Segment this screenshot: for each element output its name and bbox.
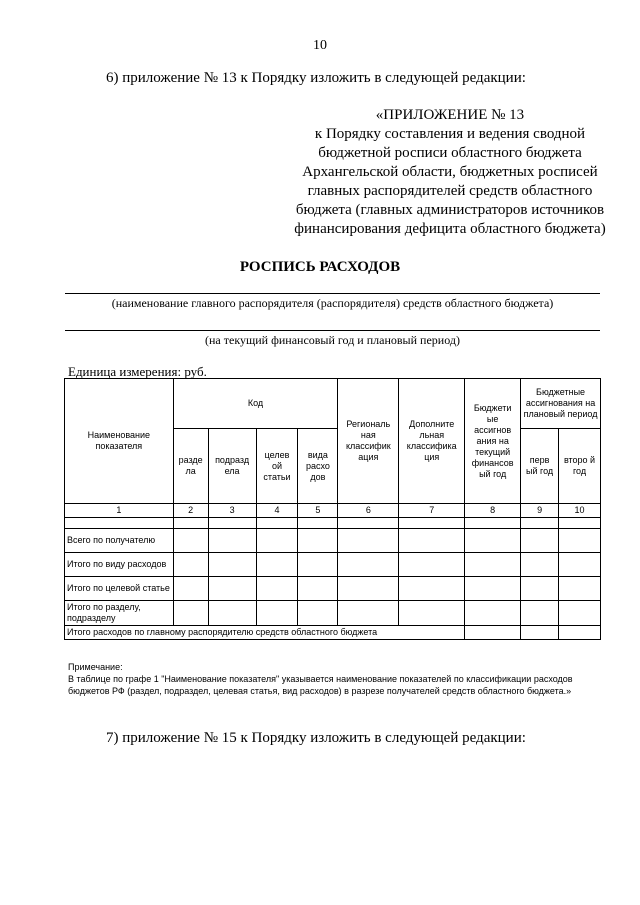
column-number: 2 — [173, 504, 208, 518]
appendix-line: финансирования дефицита областного бюджета) — [294, 221, 606, 237]
appendix-line: главных распорядителей средств областного — [307, 183, 593, 199]
header-code: Код — [173, 379, 338, 429]
appendix-line: бюджета (главных администраторов источников — [295, 202, 605, 218]
item-7-text: 7) приложение № 15 к Порядку изложить в следующей редакции: — [106, 730, 526, 746]
appendix-line: «ПРИЛОЖЕНИЕ № 13 — [375, 107, 525, 123]
caption-period: (на текущий финансовый год и плановый период) — [205, 333, 460, 347]
header-section: разде ла — [173, 429, 208, 504]
header-second-year: второ й год — [559, 429, 601, 504]
appendix-line: Архангельской области, бюджетных росписей — [302, 164, 598, 180]
column-number: 4 — [256, 504, 298, 518]
table-row — [65, 626, 601, 640]
appendix-header — [270, 106, 630, 239]
table-row — [65, 518, 601, 529]
page-number: 10 — [313, 38, 327, 53]
note-heading: Примечание: — [68, 662, 123, 672]
header-expense-type: вида расхо дов — [298, 429, 338, 504]
note-block — [68, 661, 608, 697]
table-row — [65, 577, 601, 601]
column-number: 9 — [521, 504, 559, 518]
appendix-line: бюджетной росписи областного бюджета — [318, 145, 582, 161]
caption-distributor: (наименование главного распорядителя (распорядителя) средств областного бюджета) — [111, 296, 554, 310]
header-target-item: целев ой статьи — [256, 429, 298, 504]
table-row — [65, 553, 601, 577]
table-row — [65, 601, 601, 626]
header-subsection: подразд ела — [208, 429, 256, 504]
row-label: Итого по виду расходов — [65, 553, 174, 577]
column-numbers-row — [65, 504, 601, 518]
document-title: РОСПИСЬ РАСХОДОВ — [239, 259, 401, 275]
fill-line-distributor — [65, 293, 600, 294]
header-additional: Дополните льная классифика ция — [399, 379, 465, 504]
expenditure-table — [64, 378, 601, 640]
column-number: 6 — [338, 504, 399, 518]
row-label: Итого по разделу, подразделу — [65, 601, 174, 626]
units-label: Единица измерения: руб. — [68, 364, 207, 379]
column-number: 5 — [298, 504, 338, 518]
appendix-line: к Порядку составления и ведения сводной — [314, 126, 586, 142]
note-text: В таблице по графе 1 "Наименование показателя" указывается наименование показателей по классификации расходов бюджетов РФ (раздел, подраздел, целевая статья, вид расходов) в разрезе получателей средств областного бюджета.» — [68, 674, 573, 696]
column-number: 3 — [208, 504, 256, 518]
header-name: Наименование показателя — [65, 379, 174, 504]
column-number: 7 — [399, 504, 465, 518]
header-first-year: перв ый год — [521, 429, 559, 504]
header-regional: Региональ ная классифик ация — [338, 379, 399, 504]
column-number: 1 — [65, 504, 174, 518]
header-planned-period: Бюджетные ассигнования на плановый период — [521, 379, 601, 429]
fill-line-period — [65, 330, 600, 331]
table-row — [65, 529, 601, 553]
item-6-text: 6) приложение № 13 к Порядку изложить в следующей редакции: — [106, 70, 526, 86]
header-current-year: Бюджети ые ассигнов ания на текущий финансов ый год — [465, 379, 521, 504]
row-label: Всего по получателю — [65, 529, 174, 553]
column-number: 10 — [559, 504, 601, 518]
column-number: 8 — [465, 504, 521, 518]
row-label: Итого по целевой статье — [65, 577, 174, 601]
total-row-label: Итого расходов по главному распорядителю средств областного бюджета — [65, 626, 465, 640]
